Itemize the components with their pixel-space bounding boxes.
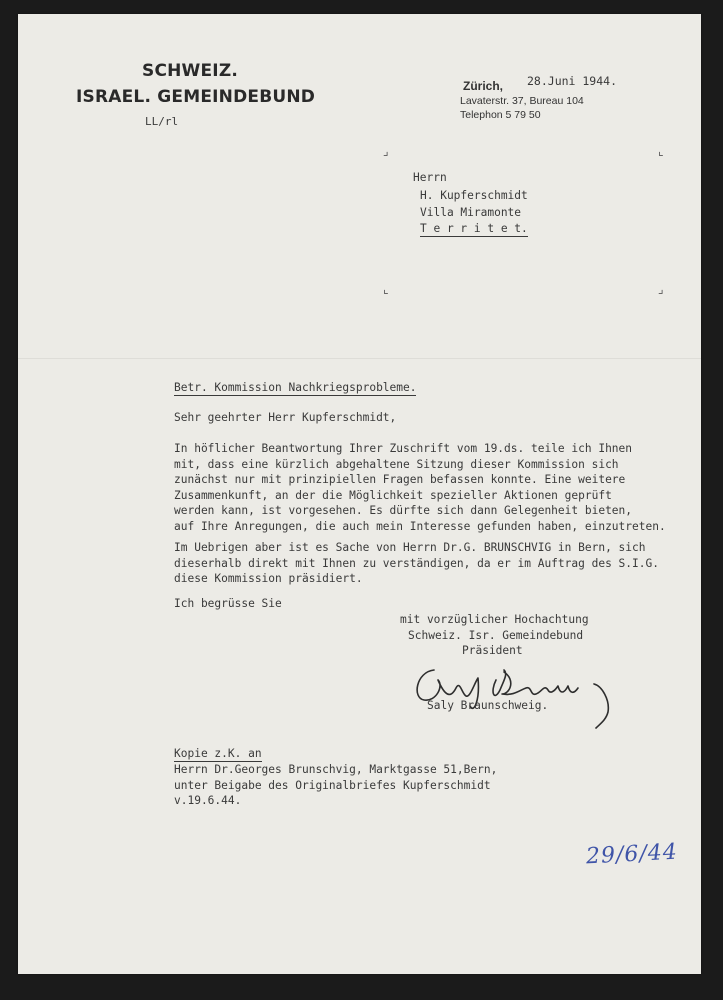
body-paragraph-1 [174,441,666,534]
body-line: mit, dass eine kürzlich abgehaltene Sitzung dieser Kommission sich [174,457,619,471]
body-paragraph-2 [174,540,659,587]
body-line: Im Uebrigen aber ist es Sache von Herrn Dr.G. BRUNSCHVIG in Bern, sich [174,541,646,554]
recipient-name: H. Kupferschmidt [420,189,528,202]
body-line: diese Kommission präsidiert. [174,572,363,585]
handwritten-signature [404,650,624,730]
window-mark-bottom-right: ⌟ [658,282,664,296]
subject-line: Betr. Kommission Nachkriegsprobleme. [174,381,417,394]
sign-line-2: Schweiz. Isr. Gemeindebund [408,628,584,642]
subject-wrap [174,380,416,396]
letter-date: 28.Juni 1944. [527,74,618,88]
copy-note-line: Herrn Dr.Georges Brunschvig, Marktgasse 51,Bern, [174,763,498,776]
window-mark-bottom-left: ⌞ [383,282,389,296]
body-line: werden kann, ist vorgesehen. Es dürfte sich dann Gelegenheit bieten, [174,504,633,517]
body-line: In höflicher Beantwortung Ihrer Zuschrift vom 19.ds. teile ich Ihnen [174,442,633,455]
closing-phrase: Ich begrüsse Sie [174,597,282,610]
body-line: zunächst nur mit prinzipiellen Fragen befassen konnte. Eine weitere [174,473,626,486]
letterhead-city: Zürich, [463,79,504,93]
copy-note-title: Kopie z.K. an [174,747,262,760]
org-name-line2: ISRAEL. GEMEINDEBUND [76,87,316,107]
org-name-line1: SCHWEIZ. [142,61,239,81]
letter-page [18,14,701,974]
letterhead-street: Lavaterstr. 37, Bureau 104 [460,95,584,107]
letterhead-phone: Telephon 5 79 50 [460,109,541,121]
greeting: Sehr geehrter Herr Kupferschmidt, [174,411,397,424]
body-line: auf Ihre Anregungen, die auch mein Interesse gefunden haben, einzutreten. [174,519,666,533]
typed-signature-name: Saly Braunschweig. [427,699,549,712]
window-mark-top-left: ⌟ [383,144,389,158]
copy-note-body [174,762,497,809]
copy-note-line: unter Beigabe des Originalbriefes Kupferschmidt [174,778,491,792]
recipient-salutation: Herrn [413,171,447,184]
body-line: dieserhalb direkt mit Ihnen zu verständigen, da er im Auftrag des S.I.G. [174,556,659,570]
copy-note-title-wrap [174,746,262,762]
reference-code: LL/rl [145,115,179,128]
sign-line-1: mit vorzüglicher Hochachtung [400,613,589,626]
handwritten-date: 29/6/44 [585,839,679,870]
sign-line-3: Präsident [462,644,523,657]
recipient-address: Villa Miramonte [420,206,522,219]
recipient-city-wrap [420,221,528,237]
body-line: Zusammenkunft, an der die Möglichkeit spezieller Aktionen geprüft [174,488,612,502]
paper-fold [18,358,701,359]
recipient-city: T e r r i t e t. [420,222,528,235]
window-mark-top-right: ⌞ [658,144,664,158]
copy-note-line: v.19.6.44. [174,794,242,807]
